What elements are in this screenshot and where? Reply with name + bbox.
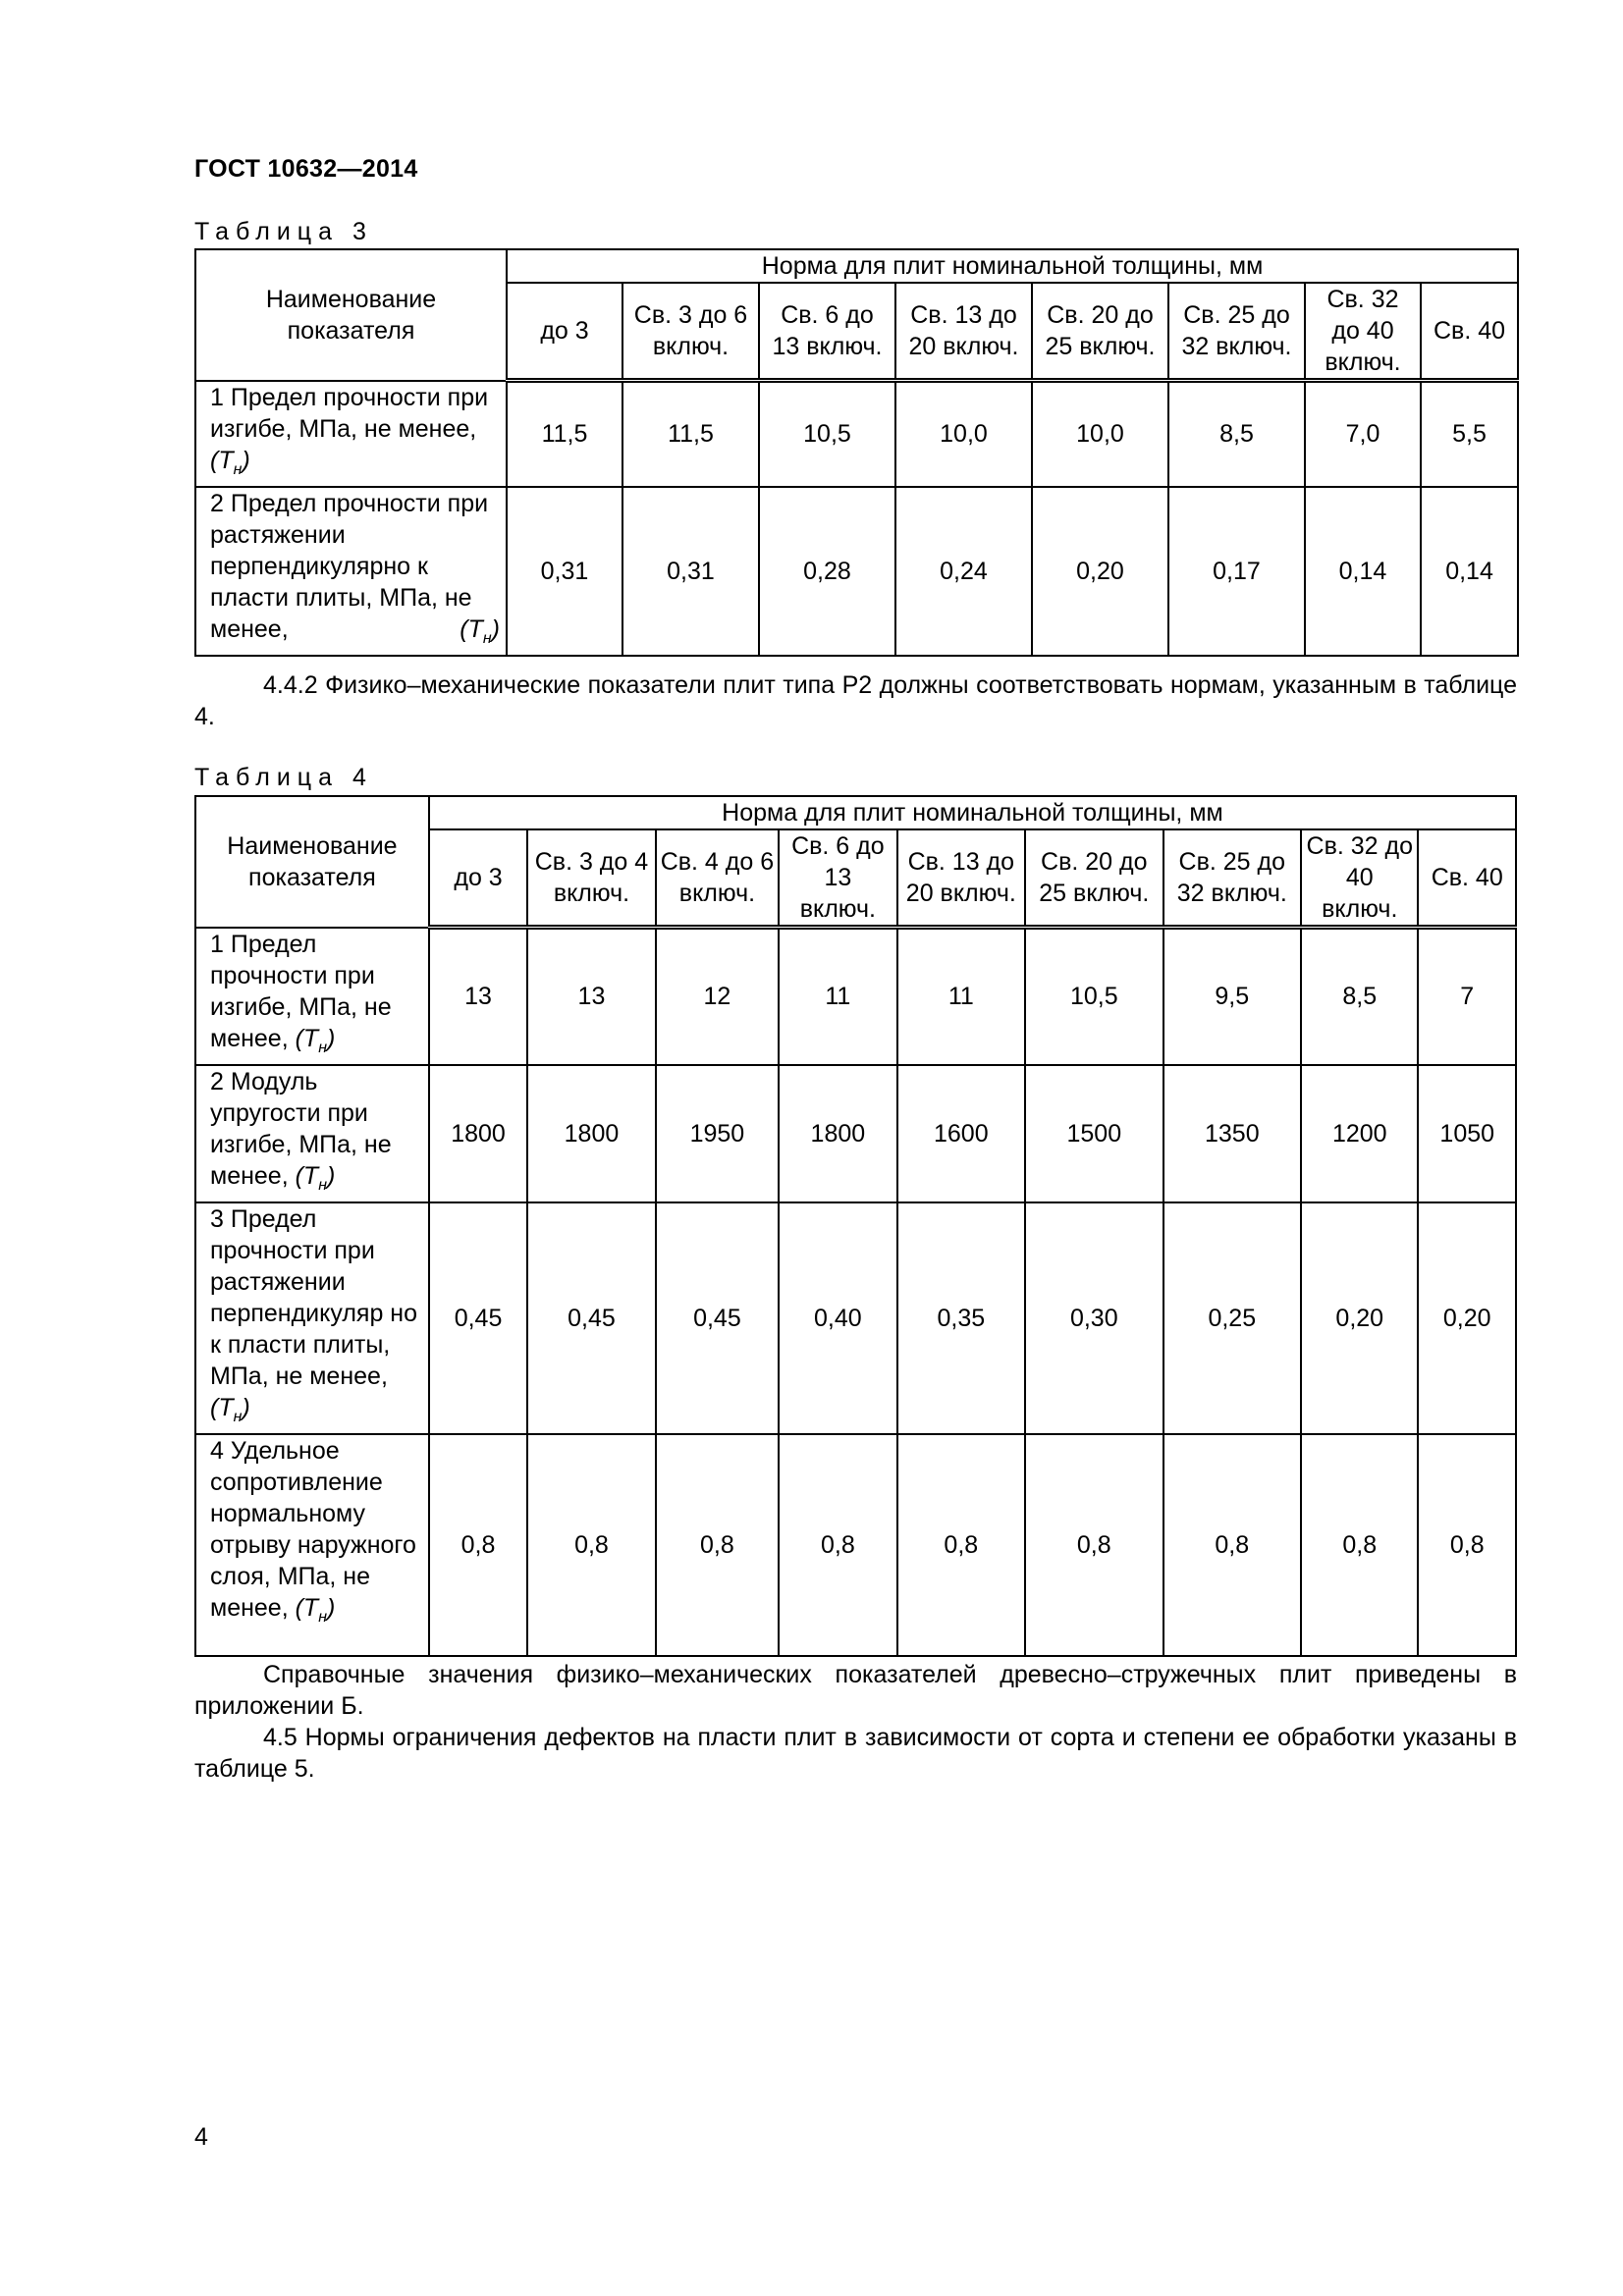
table-3-row-name: 2 Предел прочности при растяжении перпендикулярно к пласти плиты, МПа, не менее, $(Т_н)$	[195, 487, 507, 656]
table-3-row-name: 1 Предел прочности при изгибе, МПа, не менее, $(Т_н)$	[195, 381, 507, 487]
table-cell: 0,30	[1025, 1202, 1163, 1434]
table-cell: 0,31	[622, 487, 759, 656]
table-cell: 0,8	[429, 1434, 527, 1656]
table-cell: 0,25	[1163, 1202, 1302, 1434]
table-cell: 0,8	[1163, 1434, 1302, 1656]
table-cell: 0,14	[1421, 487, 1518, 656]
table-cell: 0,20	[1032, 487, 1168, 656]
table-4-norm-header: Норма для плит номинальной толщины, мм	[429, 796, 1516, 829]
table-3-name-header: Наименование показателя	[195, 249, 507, 381]
table-cell: 0,24	[895, 487, 1032, 656]
table-cell: 0,8	[1025, 1434, 1163, 1656]
table-4	[194, 795, 1517, 1657]
table-cell: 9,5	[1163, 928, 1302, 1065]
table-cell: 0,8	[779, 1434, 896, 1656]
table-cell: 8,5	[1301, 928, 1418, 1065]
table-3-col-header: Св. 32 до 40 включ.	[1305, 283, 1421, 381]
table-cell: 11,5	[507, 381, 622, 487]
table-4-col-header: Св. 13 до 20 включ.	[897, 829, 1025, 928]
table-4-col-header: Св. 3 до 4 включ.	[527, 829, 655, 928]
table-cell: 0,20	[1418, 1202, 1516, 1434]
table-cell: 5,5	[1421, 381, 1518, 487]
table-cell: 0,8	[897, 1434, 1025, 1656]
table-3-col-header: Св. 13 до 20 включ.	[895, 283, 1032, 381]
table-4-col-header: Св. 32 до 40 включ.	[1301, 829, 1418, 928]
table-cell: 0,45	[527, 1202, 655, 1434]
table-cell: 0,8	[1301, 1434, 1418, 1656]
table-cell: 11	[897, 928, 1025, 1065]
table-cell: 1500	[1025, 1065, 1163, 1202]
table-3-col-header: Св. 3 до 6 включ.	[622, 283, 759, 381]
table-4-col-header: Св. 25 до 32 включ.	[1163, 829, 1302, 928]
page-number: 4	[194, 2123, 208, 2151]
table-3-col-header: до 3	[507, 283, 622, 381]
table-cell: 0,17	[1168, 487, 1305, 656]
table-4-row-name: 3 Предел прочности при растяжении перпендикуляр но к пласти плиты, МПа, не менее, $(Т_н)$	[195, 1202, 429, 1434]
table-row	[195, 928, 1516, 1065]
table-4-col-header: до 3	[429, 829, 527, 928]
table-cell: 7	[1418, 928, 1516, 1065]
table-cell: 0,45	[429, 1202, 527, 1434]
table-cell: 10,0	[1032, 381, 1168, 487]
table-4-col-header: Св. 40	[1418, 829, 1516, 928]
table-4-col-header: Св. 6 до 13 включ.	[779, 829, 896, 928]
table-cell: 12	[656, 928, 779, 1065]
table-row	[195, 1434, 1516, 1656]
table-3-col-header: Св. 40	[1421, 283, 1518, 381]
paragraph-4-5: 4.5 Нормы ограничения дефектов на пласти плит в зависимости от сорта и степени ее обработки указаны в таблице 5.	[194, 1724, 1517, 1783]
table-4-col-header: Св. 4 до 6 включ.	[656, 829, 779, 928]
table-cell: 1600	[897, 1065, 1025, 1202]
table-cell: 1800	[527, 1065, 655, 1202]
table-row	[195, 1202, 1516, 1434]
table-cell: 7,0	[1305, 381, 1421, 487]
table-cell: 1800	[429, 1065, 527, 1202]
table-cell: 0,8	[527, 1434, 655, 1656]
table-cell: 10,5	[1025, 928, 1163, 1065]
table-cell: 0,35	[897, 1202, 1025, 1434]
table-3-col-header: Св. 6 до 13 включ.	[759, 283, 895, 381]
table-cell: 0,28	[759, 487, 895, 656]
table-cell: 13	[429, 928, 527, 1065]
table-3-col-header: Св. 20 до 25 включ.	[1032, 283, 1168, 381]
document-title: ГОСТ 10632—2014	[194, 155, 418, 183]
table-4-row-name: 4 Удельное сопротивление нормальному отрыву наружного слоя, МПа, не менее, $(Т_н)$	[195, 1434, 429, 1656]
table-4-name-header: Наименование показателя	[195, 796, 429, 928]
table-cell: 11	[779, 928, 896, 1065]
table-cell: 0,8	[1418, 1434, 1516, 1656]
paragraph-reference-values: Справочные значения физико–механических показателей древесно–стружечных плит приведены в приложении Б.	[194, 1661, 1517, 1720]
table-cell: 10,0	[895, 381, 1032, 487]
table-4-col-header: Св. 20 до 25 включ.	[1025, 829, 1163, 928]
table-row	[195, 487, 1518, 656]
table-4-caption: Таблица 4	[194, 764, 373, 791]
table-3	[194, 248, 1519, 657]
table-cell: 1800	[779, 1065, 896, 1202]
table-cell: 0,31	[507, 487, 622, 656]
table-cell: 0,40	[779, 1202, 896, 1434]
table-cell: 0,20	[1301, 1202, 1418, 1434]
paragraph-4-4-2: 4.4.2 Физико–механические показатели плит типа Р2 должны соответствовать нормам, указанным в таблице 4.	[194, 671, 1517, 730]
table-cell: 1350	[1163, 1065, 1302, 1202]
table-cell: 0,14	[1305, 487, 1421, 656]
table-3-col-header: Св. 25 до 32 включ.	[1168, 283, 1305, 381]
table-cell: 11,5	[622, 381, 759, 487]
table-cell: 0,45	[656, 1202, 779, 1434]
table-row	[195, 381, 1518, 487]
table-4-row-name: 1 Предел прочности при изгибе, МПа, не менее, $(Т_н)$	[195, 928, 429, 1065]
table-3-norm-header: Норма для плит номинальной толщины, мм	[507, 249, 1518, 283]
table-cell: 1200	[1301, 1065, 1418, 1202]
table-cell: 13	[527, 928, 655, 1065]
table-3-caption: Таблица 3	[194, 218, 373, 245]
table-row	[195, 1065, 1516, 1202]
table-cell: 1950	[656, 1065, 779, 1202]
table-4-row-name: 2 Модуль упругости при изгибе, МПа, не менее, $(Т_н)$	[195, 1065, 429, 1202]
table-cell: 8,5	[1168, 381, 1305, 487]
table-cell: 0,8	[656, 1434, 779, 1656]
table-cell: 10,5	[759, 381, 895, 487]
table-cell: 1050	[1418, 1065, 1516, 1202]
